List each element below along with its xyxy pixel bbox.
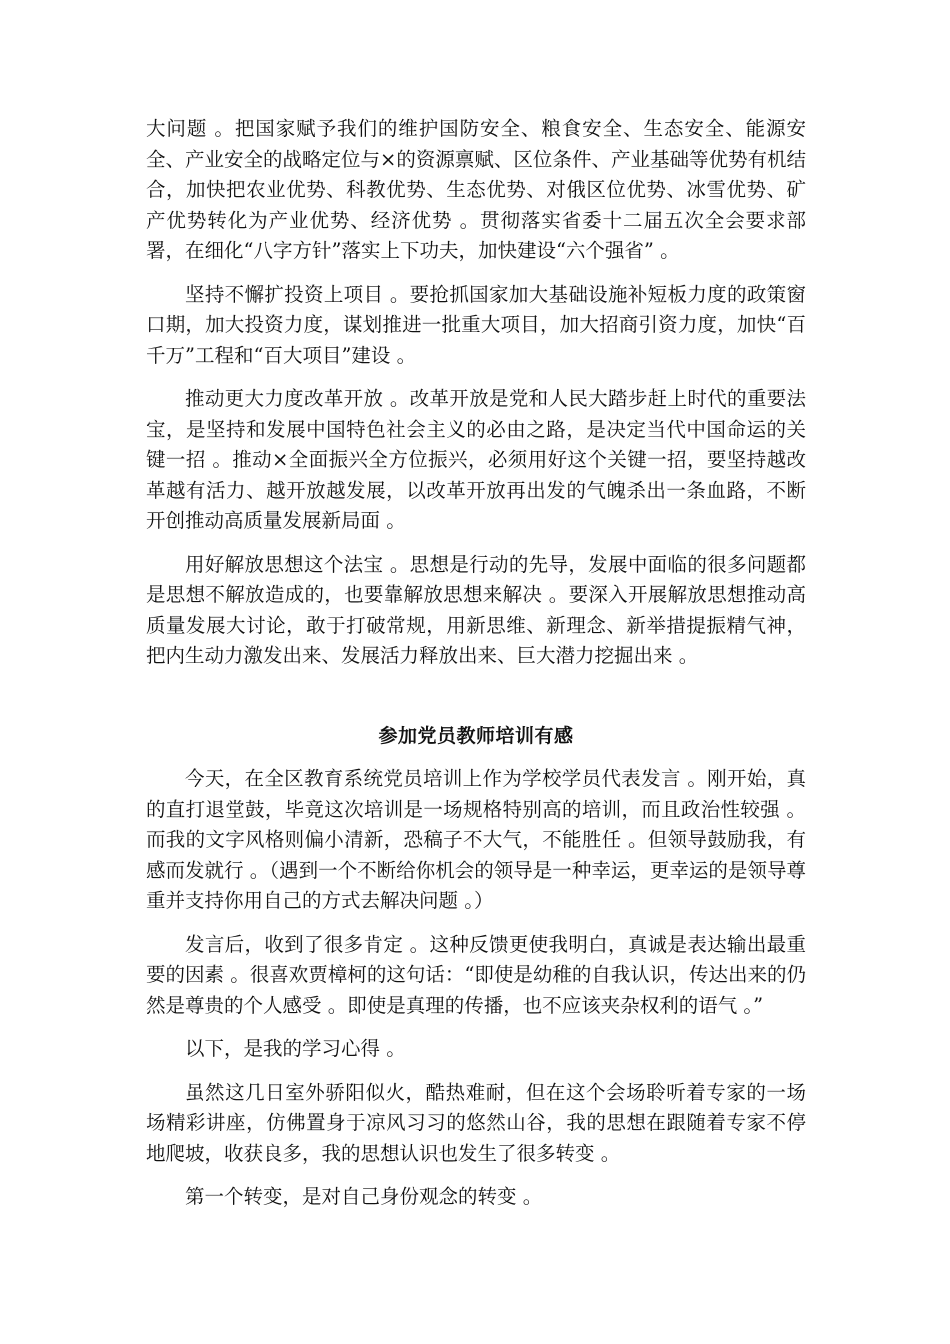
paragraph-gap (146, 751, 806, 764)
paragraph-gap (146, 1021, 806, 1034)
paragraph-investment: 坚持不懈扩投资上项目 。要抢抓国家加大基础设施补短板力度的政策窗口期，加大投资力度，谋划推进一批重大项目，加大招商引资力度，加快“百千万”工程和“百大项目”建设 。 (146, 282, 806, 367)
section-title: 参加党员教师培训有感 (378, 724, 574, 747)
paragraph-gap (146, 267, 806, 280)
paragraph-feedback: 发言后，收到了很多肯定 。这种反馈更使我明白，真诚是表达输出最重要的因素 。很喜欢贾樟柯的这句话：“即使是幼稚的自我认识，传达出来的仍然是尊贵的个人感受 。即使是真理的传播，也不应该夹杂权利的语气 。” (146, 932, 806, 1017)
paragraph-gap (146, 1169, 806, 1182)
paragraph-continued: 大问题 。把国家赋予我们的维护国防安全、粮食安全、生态安全、能源安全、产业安全的战略定位与×的资源禀赋、区位条件、产业基础等优势有机结合，加快把农业优势、科教优势、生态优势、对俄区位优势、冰雪优势、矿产优势转化为产业优势、经济优势 。贯彻落实省委十二届五次全会要求部署，在细化“八字方针”落实上下功夫，加快建设“六个强省” 。 (146, 117, 806, 262)
paragraph-gap (146, 917, 806, 930)
paragraph-today: 今天，在全区教育系统党员培训上作为学校学员代表发言 。刚开始，真的直打退堂鼓，毕竟这次培训是一场规格特别高的培训，而且政治性较强 。而我的文字风格则偏小清新，恐稿子不大气，不能胜任 。但领导鼓励我，有感而发就行 。（遇到一个不断给你机会的领导是一种幸运，更幸运的是领导尊重并支持你用自己的方式去解决问题 。） (146, 767, 806, 912)
paragraph-lectures: 虽然这几日室外骄阳似火，酷热难耐，但在这个会场聆听着专家的一场场精彩讲座，仿佛置身于凉风习习的悠然山谷，我的思想在跟随着专家不停地爬坡，收获良多，我的思想认识也发生了很多转变 。 (146, 1080, 806, 1165)
paragraph-following: 以下，是我的学习心得 。 (185, 1037, 406, 1060)
section-gap (146, 708, 806, 721)
paragraph-first-change: 第一个转变，是对自己身份观念的转变 。 (185, 1185, 543, 1208)
section-gap (146, 672, 806, 708)
paragraph-gap (146, 1065, 806, 1078)
document-body (146, 114, 806, 1213)
paragraph-reform: 推动更大力度改革开放 。改革开放是党和人民大踏步赶上时代的重要法宝，是坚持和发展中国特色社会主义的必由之路，是决定当代中国命运的关键一招 。推动×全面振兴全方位振兴，必须用好这个关键一招，要坚持越改革越有活力、越开放越发展，以改革开放再出发的气魄杀出一条血路，不断开创推动高质量发展新局面 。 (146, 387, 806, 532)
paragraph-gap (146, 537, 806, 550)
paragraph-gap (146, 371, 806, 384)
paragraph-emancipate-mind: 用好解放思想这个法宝 。思想是行动的先导，发展中面临的很多问题都是思想不解放造成的，也要靠解放思想来解决 。要深入开展解放思想推动高质量发展大讨论，敢于打破常规，用新思维、新理念、新举措提振精气神，把内生动力激发出来、发展活力释放出来、巨大潜力挖掘出来 。 (146, 552, 806, 667)
